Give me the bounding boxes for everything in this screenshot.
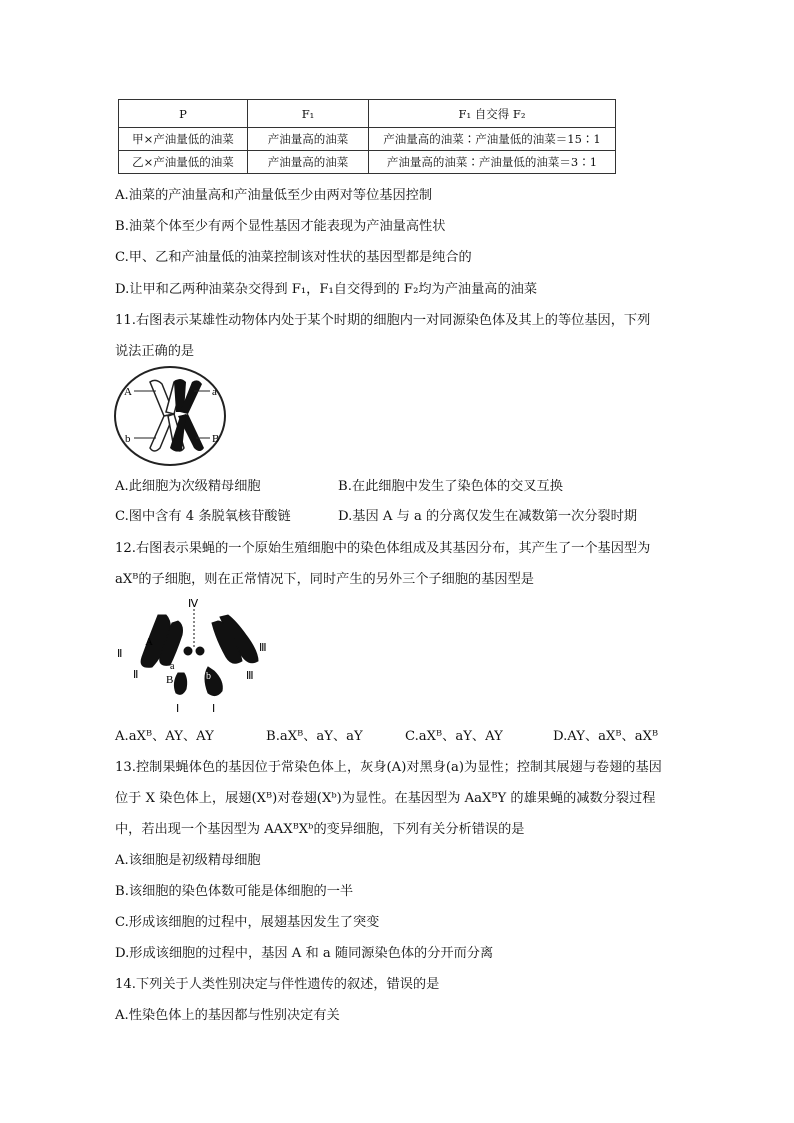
q12-option-b: B.aXᴮ、aY、aY	[266, 729, 363, 744]
chromosome-label: Ⅲ	[259, 642, 267, 654]
q13-stem-line1: 13.控制果蝇体色的基因位于常染色体上，灰身(A)对黑身(a)为显性；控制其展翅与卷翅的基因	[115, 760, 662, 775]
q11-stem-line1: 11.右图表示某雄性动物体内处于某个时期的细胞内一对同源染色体及其上的等位基因，下列	[115, 313, 651, 328]
chromosome-label: Ⅲ	[246, 670, 254, 682]
table-cell: 产油量高的油菜∶产油量低的油菜＝15∶1	[369, 128, 616, 151]
table-cell: 产油量高的油菜∶产油量低的油菜＝3∶1	[369, 151, 616, 174]
q10-option-c: C.甲、乙和产油量低的油菜控制该对性状的基因型都是纯合的	[115, 250, 472, 265]
gene-label: B	[212, 433, 220, 445]
q11-option-d: D.基因 A 与 a 的分离仅发生在减数第一次分裂时期	[338, 509, 638, 524]
table-cell: 甲×产油量低的油菜	[119, 128, 248, 151]
gene-label: b	[125, 433, 131, 445]
chromosome-label: Ⅰ	[212, 703, 216, 715]
table-row	[119, 151, 616, 174]
q10-option-d: D.让甲和乙两种油菜杂交得到 F₁，F₁自交得到的 F₂均为产油量高的油菜	[115, 282, 538, 297]
gene-label: a	[212, 386, 217, 398]
q11-option-a: A.此细胞为次级精母细胞	[115, 479, 261, 494]
table-header-f2: F₁ 自交得 F₂	[369, 100, 616, 128]
table-cell: 乙×产油量低的油菜	[119, 151, 248, 174]
q13-option-a: A.该细胞是初级精母细胞	[115, 853, 261, 868]
q12-option-d: D.AY、aXᴮ、aXᴮ	[553, 729, 659, 744]
table-header-f1: F₁	[248, 100, 369, 128]
table-header-p: P	[119, 100, 248, 128]
homologous-chromosome-figure	[112, 364, 230, 470]
q10-option-a: A.油菜的产油量高和产油量低至少由两对等位基因控制	[115, 188, 433, 203]
q13-stem-line2: 位于 X 染色体上，展翅(Xᴮ)对卷翅(Xᵇ)为显性。在基因型为 AaXᴮY 的雄果蝇的减数分裂过程	[115, 791, 656, 806]
q12-option-c: C.aXᴮ、aY、AY	[405, 729, 503, 744]
chromosome-label: Ⅳ	[188, 598, 199, 610]
fruit-fly-chromosome-figure	[112, 595, 278, 720]
gene-label: B	[166, 674, 174, 686]
chromosome-label: Ⅱ	[117, 648, 123, 660]
q12-stem-line2: aXᴮ的子细胞，则在正常情况下，同时产生的另外三个子细胞的基因型是	[115, 572, 534, 587]
chromosome-label: Ⅱ	[133, 669, 139, 681]
table-cell: 产油量高的油菜	[248, 151, 369, 174]
table-row	[119, 128, 616, 151]
q13-option-b: B.该细胞的染色体数可能是体细胞的一半	[115, 884, 354, 899]
q11-stem-line2: 说法正确的是	[115, 344, 195, 359]
q13-stem-line3: 中，若出现一个基因型为 AAXᴮXᵇ的变异细胞，下列有关分析错误的是	[115, 822, 525, 837]
table-cell: 产油量高的油菜	[248, 128, 369, 151]
q12-option-a: A.aXᴮ、AY、AY	[115, 729, 214, 744]
q14-stem: 14.下列关于人类性别决定与伴性遗传的叙述，错误的是	[115, 977, 440, 992]
q10-option-b: B.油菜个体至少有两个显性基因才能表现为产油量高性状	[115, 219, 446, 234]
gene-label: A	[145, 636, 153, 648]
q11-option-b: B.在此细胞中发生了染色体的交叉互换	[338, 479, 563, 494]
q13-option-d: D.形成该细胞的过程中，基因 A 和 a 随同源染色体的分开而分离	[115, 946, 494, 961]
q11-option-c: C.图中含有 4 条脱氧核苷酸链	[115, 509, 291, 524]
gene-label: b	[206, 671, 211, 682]
q14-option-a: A.性染色体上的基因都与性别决定有关	[115, 1008, 340, 1023]
chromosome-label: Ⅰ	[176, 703, 180, 715]
gene-label: A	[124, 386, 132, 398]
genetics-table	[118, 99, 616, 174]
q13-option-c: C.形成该细胞的过程中，展翅基因发生了突变	[115, 915, 380, 930]
q12-stem-line1: 12.右图表示果蝇的一个原始生殖细胞中的染色体组成及其基因分布，其产生了一个基因型为	[115, 541, 651, 556]
gene-label: a	[170, 661, 175, 672]
table-header-row	[119, 100, 616, 128]
